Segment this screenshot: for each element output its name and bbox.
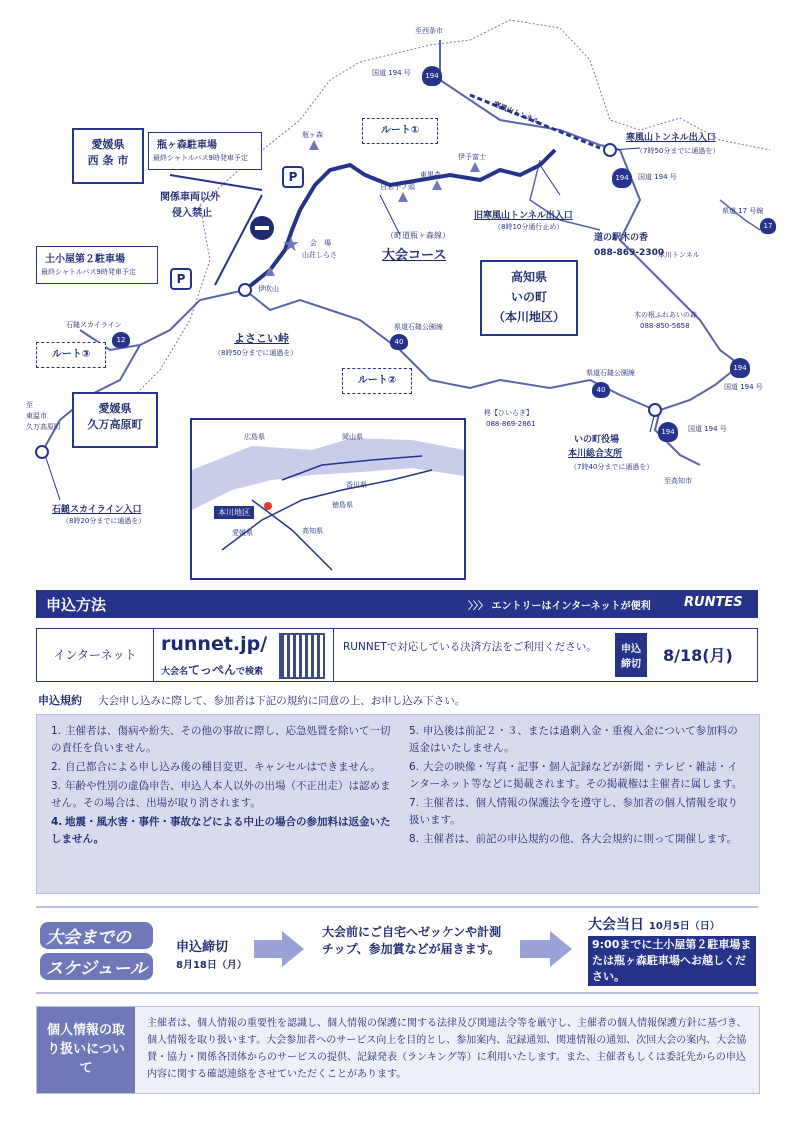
- arrow-1-icon: [282, 931, 304, 967]
- label-national194-d: 国道 194 号: [688, 425, 727, 433]
- kochi-area: （本川地区）: [492, 310, 565, 324]
- apply-table: [36, 628, 758, 682]
- arrow-1-body: [254, 940, 282, 958]
- step3-title: [588, 914, 720, 934]
- qr-code[interactable]: [279, 633, 325, 679]
- label-kanpuzan-exit: 寒風山トンネル出入口: [626, 133, 716, 143]
- peak-icon-iyofuji: [470, 162, 480, 172]
- label-ibukiyama: 伊吹山: [258, 285, 279, 293]
- rule-item: 4. 地震・風水害・事件・事故などによる中止の場合の参加料は返金いたしません。: [51, 816, 391, 845]
- tsuchigoya-parking-note: 最終シャトルバス9時発車予定: [41, 268, 136, 276]
- label-pref17: 県道 17 号線: [722, 207, 764, 215]
- kamegamori-parking-box: [148, 132, 262, 170]
- search-suffix: で検索: [236, 667, 264, 677]
- label-honkawa-tunnel: 本川トンネル: [658, 251, 700, 259]
- deadline-badge-1: 申込: [621, 644, 641, 655]
- label-ino-office-note: （7時40分までに通過を）: [570, 463, 654, 471]
- kochi-box: [480, 260, 578, 336]
- route1-box: [362, 118, 438, 144]
- schedule-title: [40, 922, 153, 980]
- label-jinenjo: 自念子ノ頭: [380, 183, 415, 191]
- label-ishizuchi-pref-a: 県道石鎚公園線: [394, 323, 443, 331]
- inset-map: [190, 418, 466, 580]
- rule-item: 6. 大会の映像・写真・記事・個人記録などが新聞・テレビ・雑誌・インターネット等などに掲載されます。その掲載権は主催者に属します。: [409, 761, 743, 790]
- step3-note: 9:00までに土小屋第２駐車場または瓶ヶ森駐車場へお越しください。: [588, 936, 756, 986]
- ehime-kuma-pref: 愛媛県: [98, 402, 132, 415]
- search-prefix: 大会名: [161, 667, 189, 677]
- route-shield-40-b: 40: [592, 382, 610, 398]
- rules-left-column: [51, 723, 391, 848]
- route2-box: [342, 368, 412, 394]
- route-shield-12: 12: [112, 332, 130, 348]
- label-to-kuma-2: 東温市: [26, 412, 47, 420]
- payment-note: RUNNETで対応している決済方法をご利用ください。: [343, 641, 597, 653]
- label-national194-c: 国道 194 号: [724, 383, 763, 391]
- label-kanpuzan-tunnel: 寒風山トンネル: [492, 100, 541, 126]
- label-michinoeki: 道の駅木の香: [594, 233, 649, 243]
- inset-tokushima: 徳島県: [332, 501, 353, 509]
- label-skyline-entrance: 石鎚スカイライン入口: [52, 505, 142, 515]
- label-ishizuchi-pref-b: 県道石鎚公園線: [586, 369, 635, 377]
- label-yosakoi-note: （8時50分までに通過を）: [214, 349, 298, 357]
- step1-date: 8月18日（月）: [176, 960, 247, 971]
- label-ishizuchi-skyline: 石鎚スカイライン: [66, 321, 122, 329]
- no-entry-line2: 侵入禁止: [172, 208, 212, 219]
- label-old-tunnel-note: （8時10分通行止め）: [494, 223, 564, 231]
- route1-label: ルート①: [380, 125, 420, 136]
- label-iyofuji: 伊予富士: [458, 153, 486, 161]
- parking-icon-tsuchigoya: P: [170, 268, 192, 290]
- label-venue-1: 会 場: [310, 239, 331, 247]
- label-old-tunnel: 旧寒風山トンネル出入口: [474, 211, 573, 221]
- no-entry-icon: [250, 216, 274, 240]
- privacy-text: 主催者は、個人情報の重要性を認識し、個人情報の保護に関する法律及び関連法令等を厳守し、主催者の個人情報保護方針に基づき、個人情報を取り扱います。大会参加者へのサービス向上を目的とし、参加案内、記録通知、関連情報の通知、次回大会の案内、大会協賛・協力・関係各団体からのサービスの提供、記録発表（ランキング等）に利用いたします。また、主催者もしくは委託先からの申込内容に関する確認連絡をさせていただくことがあります。: [147, 1018, 747, 1080]
- label-kinoka: 木の根ふれあいの森: [634, 311, 697, 319]
- label-national194-a: 国道 194 号: [372, 69, 411, 77]
- kochi-town: いの町: [510, 290, 547, 304]
- route-shield-194-a: 194: [422, 66, 442, 86]
- arrow-2-icon: [550, 931, 572, 967]
- kamegamori-parking-name: 瓶ヶ森駐車場: [157, 140, 217, 151]
- step1-title: 申込締切: [176, 940, 229, 955]
- route3-box: [36, 342, 106, 368]
- label-kamegamori-peak: 瓶ヶ森: [302, 131, 323, 139]
- route-shield-194-b: 194: [612, 168, 632, 188]
- ehime-saijo-pref: 愛媛県: [91, 138, 125, 151]
- step2-text: 大会前にご自宅へゼッケンや計測チップ、参加賞などが届きます。: [322, 925, 502, 956]
- privacy-section: [36, 1006, 760, 1094]
- step3-date: 10月5日（日）: [648, 921, 720, 932]
- route-shield-17: 17: [760, 218, 776, 234]
- ehime-saijo-box: [72, 128, 144, 184]
- no-entry-line1: 関係車両以外: [160, 192, 220, 203]
- apply-header: [36, 590, 758, 618]
- kamegamori-parking-note: 最終シャトルバス9時発車予定: [153, 154, 248, 162]
- parking-icon-kamegamori: P: [282, 166, 304, 188]
- label-hiiragi-tel: 088-869-2861: [486, 420, 536, 428]
- label-machido: （町道瓶ヶ森線）: [386, 231, 450, 240]
- search-keyword: てっぺん: [188, 663, 237, 677]
- inset-kochi: 高知県: [302, 527, 323, 535]
- deadline-date: 8/18(月): [663, 646, 733, 665]
- route-shield-40-a: 40: [390, 334, 408, 350]
- schedule-section: [36, 906, 758, 994]
- inset-ehime: 愛媛県: [232, 529, 253, 537]
- label-yosakoi: よさこい峠: [234, 332, 289, 345]
- apply-title: 申込方法: [46, 596, 107, 614]
- inset-honkawa: 本川地区: [214, 506, 254, 519]
- label-national194-b: 国道 194 号: [638, 173, 677, 181]
- label-higashikuromori: 東黒森: [420, 171, 441, 179]
- inset-okayama: 岡山県: [342, 433, 363, 441]
- kochi-pref: 高知県: [510, 270, 547, 284]
- privacy-title: 個人情報の取り扱いについて: [37, 1007, 135, 1093]
- label-to-kuma-1: 至: [26, 401, 33, 409]
- peak-icon-jinenjo: [398, 192, 408, 202]
- schedule-title-2: スケジュール: [40, 953, 153, 980]
- tsuchigoya-parking-name: 土小屋第２駐車場: [45, 254, 125, 265]
- peak-icon-higashikuromori: [432, 180, 442, 190]
- rules-right-column: [409, 723, 745, 848]
- arrow-2-body: [520, 940, 550, 958]
- label-kanpuzan-exit-note: （7時50分までに通過を）: [636, 147, 720, 155]
- schedule-title-1: 大会までの: [40, 922, 153, 949]
- route-shield-194-c: 194: [730, 358, 750, 378]
- label-ino-office-1: いの町役場: [574, 435, 620, 445]
- rule-item: 7. 主催者は、個人情報の保護法令を遵守し、参加者の個人情報を取り扱います。: [409, 797, 738, 826]
- label-hiiragi: 柊【ひいらぎ】: [484, 409, 533, 417]
- route3-label: ルート③: [51, 349, 91, 360]
- rule-item: 1. 主催者は、傷病や紛失、その他の事故に際し、応急処置を除いて一切の責任を負いません。: [51, 725, 391, 754]
- inset-kagawa: 香川県: [346, 481, 367, 489]
- label-michinoeki-tel: 088-869-2300: [594, 248, 665, 258]
- peak-icon-kamegamori: [309, 140, 319, 150]
- runnet-url[interactable]: runnet.jp/: [161, 633, 268, 655]
- ehime-kuma-town: 久万高原町: [87, 418, 143, 431]
- apply-tagline: 〉〉〉 エントリーはインターネットが便利: [468, 601, 651, 612]
- ehime-saijo-city: 西 条 市: [87, 154, 129, 167]
- rule-item: 2. 自己都合による申し込み後の種目変更、キャンセルはできません。: [51, 761, 381, 773]
- rule-item: 3. 年齢や性別の虚偽申告、申込人本人以外の出場（不正出走）は認めません。その場合は、出場が取り消されます。: [51, 780, 391, 809]
- internet-label: インターネット: [37, 629, 154, 681]
- deadline-badge: [615, 633, 647, 677]
- inset-shapes: [192, 420, 464, 578]
- label-course: 大会コース: [382, 248, 447, 263]
- label-to-kuma-3: 久万高原町: [26, 423, 61, 431]
- route2-label: ルート②: [357, 375, 397, 386]
- runtes-logo: RUNTES: [684, 595, 743, 610]
- label-to-kochi: 至高知市: [664, 477, 692, 485]
- rule-item: 5. 申込後は前記２・３、または過剰入金・重複入金について参加料の返金はいたしません。: [409, 725, 738, 754]
- rule-item: 8. 主催者は、前記の申込規約の他、各大会規約に則って開催します。: [409, 833, 738, 845]
- label-venue-2: 山荘しらさ: [302, 251, 337, 259]
- step3-title-text: 大会当日: [588, 917, 644, 933]
- ehime-kuma-box: [72, 392, 158, 448]
- route-shield-194-d: 194: [658, 422, 678, 442]
- label-ino-office-2: 本川総合支所: [568, 449, 623, 459]
- deadline-badge-2: 締切: [621, 659, 641, 670]
- label-skyline-entrance-note: （8時20分までに通過を）: [62, 517, 146, 525]
- label-to-saijo: 至西条市: [415, 27, 443, 35]
- tsuchigoya-parking-box: [36, 246, 158, 284]
- peak-icon-ibukiyama: [265, 266, 275, 276]
- search-hint: [161, 661, 263, 678]
- inset-hiroshima: 広島県: [244, 433, 265, 441]
- rules-title: 申込規約: [38, 694, 82, 707]
- venue-star-icon: ★: [282, 232, 300, 256]
- rules-intro: 大会申し込みに際して、参加者は下記の規約に同意の上、お申し込み下さい。: [98, 695, 466, 707]
- rules-panel: [36, 714, 760, 894]
- label-kinoka-tel: 088-850-5658: [640, 322, 690, 330]
